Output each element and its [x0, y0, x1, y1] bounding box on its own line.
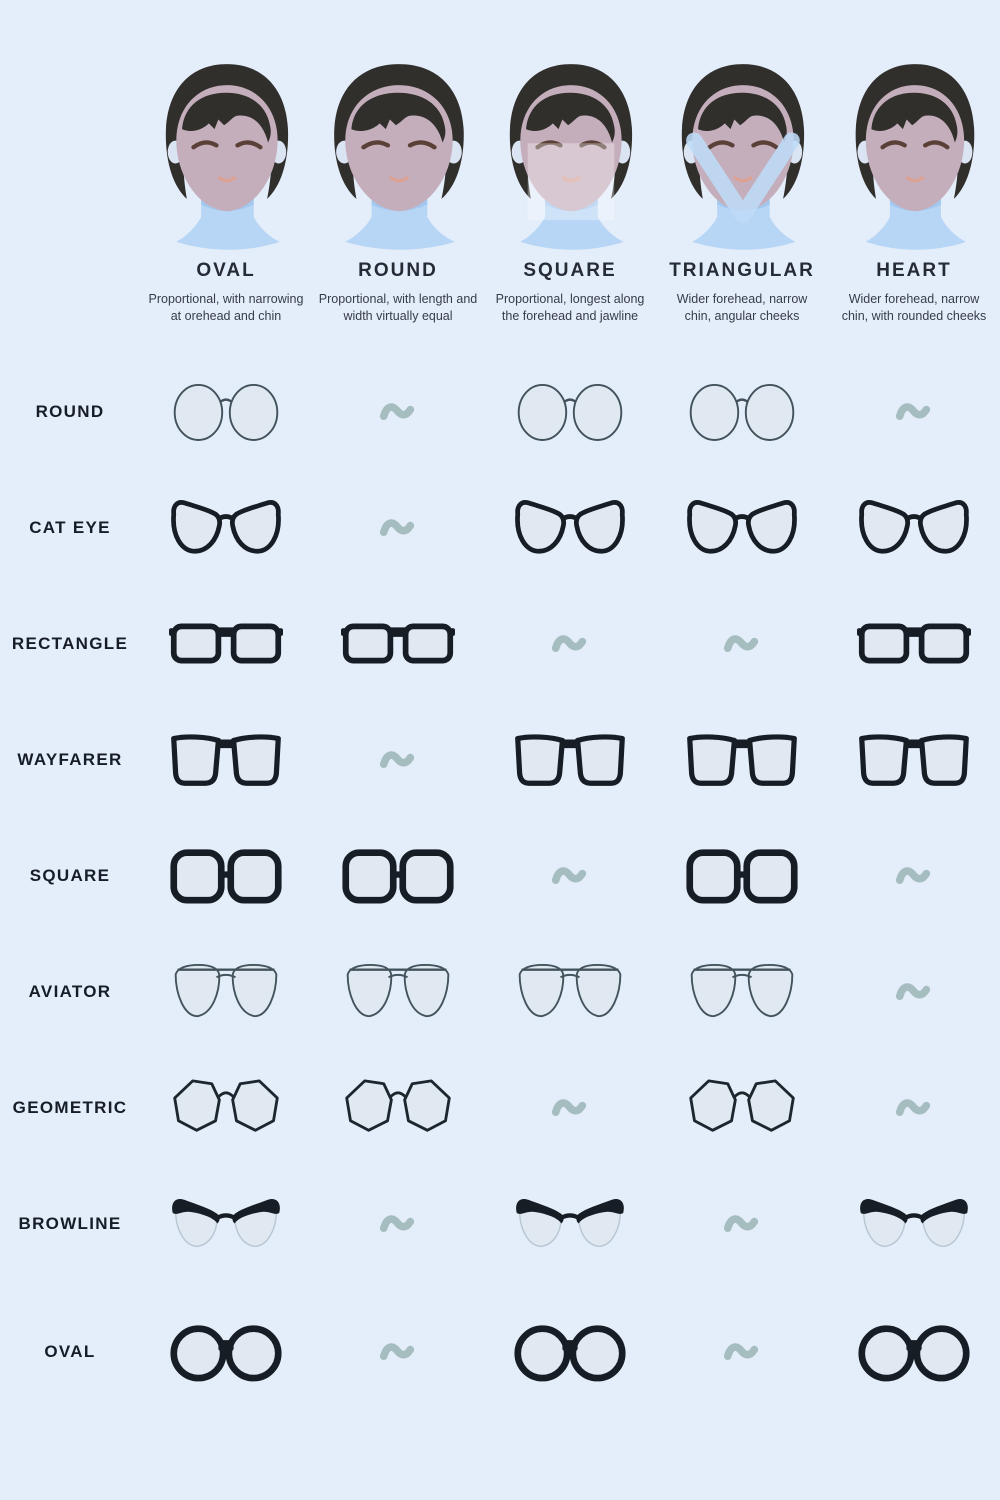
face-shape-name: OVAL	[196, 260, 256, 281]
suitability-cell-suitable	[140, 610, 312, 677]
face-illustration-oval	[140, 52, 312, 254]
suitability-cell-suitable	[484, 726, 656, 793]
suitability-cell-not-suitable	[312, 515, 484, 540]
face-shape-name: HEART	[876, 260, 952, 281]
suitability-cell-suitable	[484, 1318, 656, 1385]
suitability-cell-suitable	[140, 1318, 312, 1385]
suitability-cell-suitable	[828, 1190, 1000, 1257]
glasses-suitability-grid	[0, 354, 1000, 1410]
squiggle-icon	[895, 399, 933, 424]
suitability-cell-suitable	[828, 1318, 1000, 1385]
glasses-icon-geometric	[341, 1074, 455, 1141]
glasses-icon-rectangle	[857, 610, 971, 677]
suitability-cell-not-suitable	[484, 863, 656, 888]
suitability-cell-suitable	[484, 1190, 656, 1257]
glasses-icon-oval	[169, 1318, 283, 1385]
suitability-cell-not-suitable	[828, 399, 1000, 424]
glasses-style-label: CAT EYE	[29, 517, 111, 537]
face-shapes-header	[0, 0, 1000, 326]
suitability-cell-suitable	[140, 958, 312, 1025]
squiggle-icon	[379, 1339, 417, 1364]
glasses-icon-square	[169, 842, 283, 909]
squiggle-icon	[551, 631, 589, 656]
header-spacer	[0, 52, 140, 326]
glasses-style-label: WAYFARER	[17, 749, 123, 769]
glasses-style-label: GEOMETRIC	[12, 1097, 128, 1117]
suitability-cell-suitable	[656, 726, 828, 793]
squiggle-icon	[895, 1095, 933, 1120]
suitability-cell-not-suitable	[312, 1211, 484, 1236]
suitability-cell-suitable	[656, 378, 828, 445]
glasses-style-label: OVAL	[44, 1341, 96, 1361]
glasses-style-row-geometric	[0, 1050, 1000, 1166]
suitability-cell-suitable	[828, 494, 1000, 561]
suitability-cell-not-suitable	[828, 863, 1000, 888]
glasses-icon-browline	[513, 1190, 627, 1257]
suitability-cell-suitable	[828, 610, 1000, 677]
suitability-cell-not-suitable	[484, 1095, 656, 1120]
suitability-cell-not-suitable	[656, 1339, 828, 1364]
glasses-style-row-square	[0, 818, 1000, 934]
glasses-style-row-rectangle	[0, 586, 1000, 702]
glasses-style-row-browline	[0, 1166, 1000, 1282]
face-shape-description: Wider forehead, narrow chin, with rounded cheeks	[841, 292, 987, 324]
squiggle-icon	[723, 1339, 761, 1364]
squiggle-icon	[379, 515, 417, 540]
suitability-cell-suitable	[656, 494, 828, 561]
suitability-cell-suitable	[656, 958, 828, 1025]
suitability-cell-not-suitable	[828, 1095, 1000, 1120]
glasses-icon-cateye	[169, 494, 283, 561]
face-illustration-triangular	[656, 52, 828, 254]
suitability-cell-suitable	[312, 842, 484, 909]
suitability-cell-not-suitable	[312, 399, 484, 424]
glasses-icon-cateye	[685, 494, 799, 561]
glasses-icon-square	[341, 842, 455, 909]
squiggle-icon	[723, 631, 761, 656]
suitability-cell-not-suitable	[312, 747, 484, 772]
face-illustration-round	[312, 52, 484, 254]
face-shape-name: SQUARE	[523, 260, 617, 281]
glasses-icon-round	[513, 378, 627, 445]
glasses-style-label: BROWLINE	[18, 1213, 122, 1233]
suitability-cell-not-suitable	[484, 631, 656, 656]
face-illustration-heart	[828, 52, 1000, 254]
suitability-cell-not-suitable	[656, 1211, 828, 1236]
glasses-icon-aviator	[169, 958, 283, 1025]
glasses-icon-aviator	[513, 958, 627, 1025]
suitability-cell-suitable	[140, 842, 312, 909]
glasses-icon-browline	[169, 1190, 283, 1257]
suitability-cell-suitable	[140, 378, 312, 445]
squiggle-icon	[895, 863, 933, 888]
face-shape-name: ROUND	[358, 260, 438, 281]
squiggle-icon	[723, 1211, 761, 1236]
squiggle-icon	[551, 863, 589, 888]
face-column-heart	[828, 52, 1000, 326]
face-illustration-square	[484, 52, 656, 254]
glasses-style-row-oval	[0, 1294, 1000, 1410]
glasses-icon-cateye	[513, 494, 627, 561]
suitability-cell-suitable	[312, 1074, 484, 1141]
glasses-style-label: AVIATOR	[28, 981, 112, 1001]
suitability-cell-not-suitable	[656, 631, 828, 656]
glasses-icon-wayfarer	[857, 726, 971, 793]
suitability-cell-suitable	[656, 1074, 828, 1141]
face-shape-description: Proportional, with length and width virtually equal	[318, 292, 478, 324]
glasses-icon-oval	[857, 1318, 971, 1385]
glasses-icon-aviator	[341, 958, 455, 1025]
glasses-icon-square	[685, 842, 799, 909]
face-shape-description: Proportional, longest along the forehead and jawline	[495, 292, 645, 324]
suitability-cell-suitable	[484, 958, 656, 1025]
suitability-cell-suitable	[140, 1190, 312, 1257]
suitability-cell-suitable	[140, 1074, 312, 1141]
suitability-cell-suitable	[656, 842, 828, 909]
glasses-icon-wayfarer	[169, 726, 283, 793]
glasses-icon-browline	[857, 1190, 971, 1257]
glasses-icon-cateye	[857, 494, 971, 561]
suitability-cell-not-suitable	[312, 1339, 484, 1364]
squiggle-icon	[551, 1095, 589, 1120]
face-column-round	[312, 52, 484, 326]
glasses-icon-rectangle	[169, 610, 283, 677]
glasses-icon-oval	[513, 1318, 627, 1385]
glasses-style-label: ROUND	[35, 401, 105, 421]
glasses-icon-rectangle	[341, 610, 455, 677]
glasses-style-row-round	[0, 354, 1000, 470]
glasses-icon-round	[169, 378, 283, 445]
glasses-icon-aviator	[685, 958, 799, 1025]
glasses-icon-wayfarer	[685, 726, 799, 793]
squiggle-icon	[379, 747, 417, 772]
suitability-cell-suitable	[312, 958, 484, 1025]
suitability-cell-suitable	[484, 378, 656, 445]
glasses-style-label: SQUARE	[29, 865, 111, 885]
suitability-cell-suitable	[140, 726, 312, 793]
glasses-style-label: RECTANGLE	[11, 633, 129, 653]
squiggle-icon	[379, 399, 417, 424]
suitability-cell-suitable	[140, 494, 312, 561]
face-shape-description: Wider forehead, narrow chin, angular cheeks	[676, 292, 808, 324]
glasses-style-row-cateye	[0, 470, 1000, 586]
glasses-icon-round	[685, 378, 799, 445]
squiggle-icon	[379, 1211, 417, 1236]
face-column-oval	[140, 52, 312, 326]
suitability-cell-suitable	[484, 494, 656, 561]
suitability-cell-not-suitable	[828, 979, 1000, 1004]
glasses-style-row-aviator	[0, 934, 1000, 1050]
squiggle-icon	[895, 979, 933, 1004]
glasses-icon-wayfarer	[513, 726, 627, 793]
glasses-icon-geometric	[169, 1074, 283, 1141]
suitability-cell-suitable	[312, 610, 484, 677]
glasses-style-row-wayfarer	[0, 702, 1000, 818]
face-shape-description: Proportional, with narrowing at orehead and chin	[148, 292, 304, 324]
face-shape-name: TRIANGULAR	[669, 260, 815, 281]
face-column-triangular	[656, 52, 828, 326]
glasses-icon-geometric	[685, 1074, 799, 1141]
face-column-square	[484, 52, 656, 326]
suitability-cell-suitable	[828, 726, 1000, 793]
